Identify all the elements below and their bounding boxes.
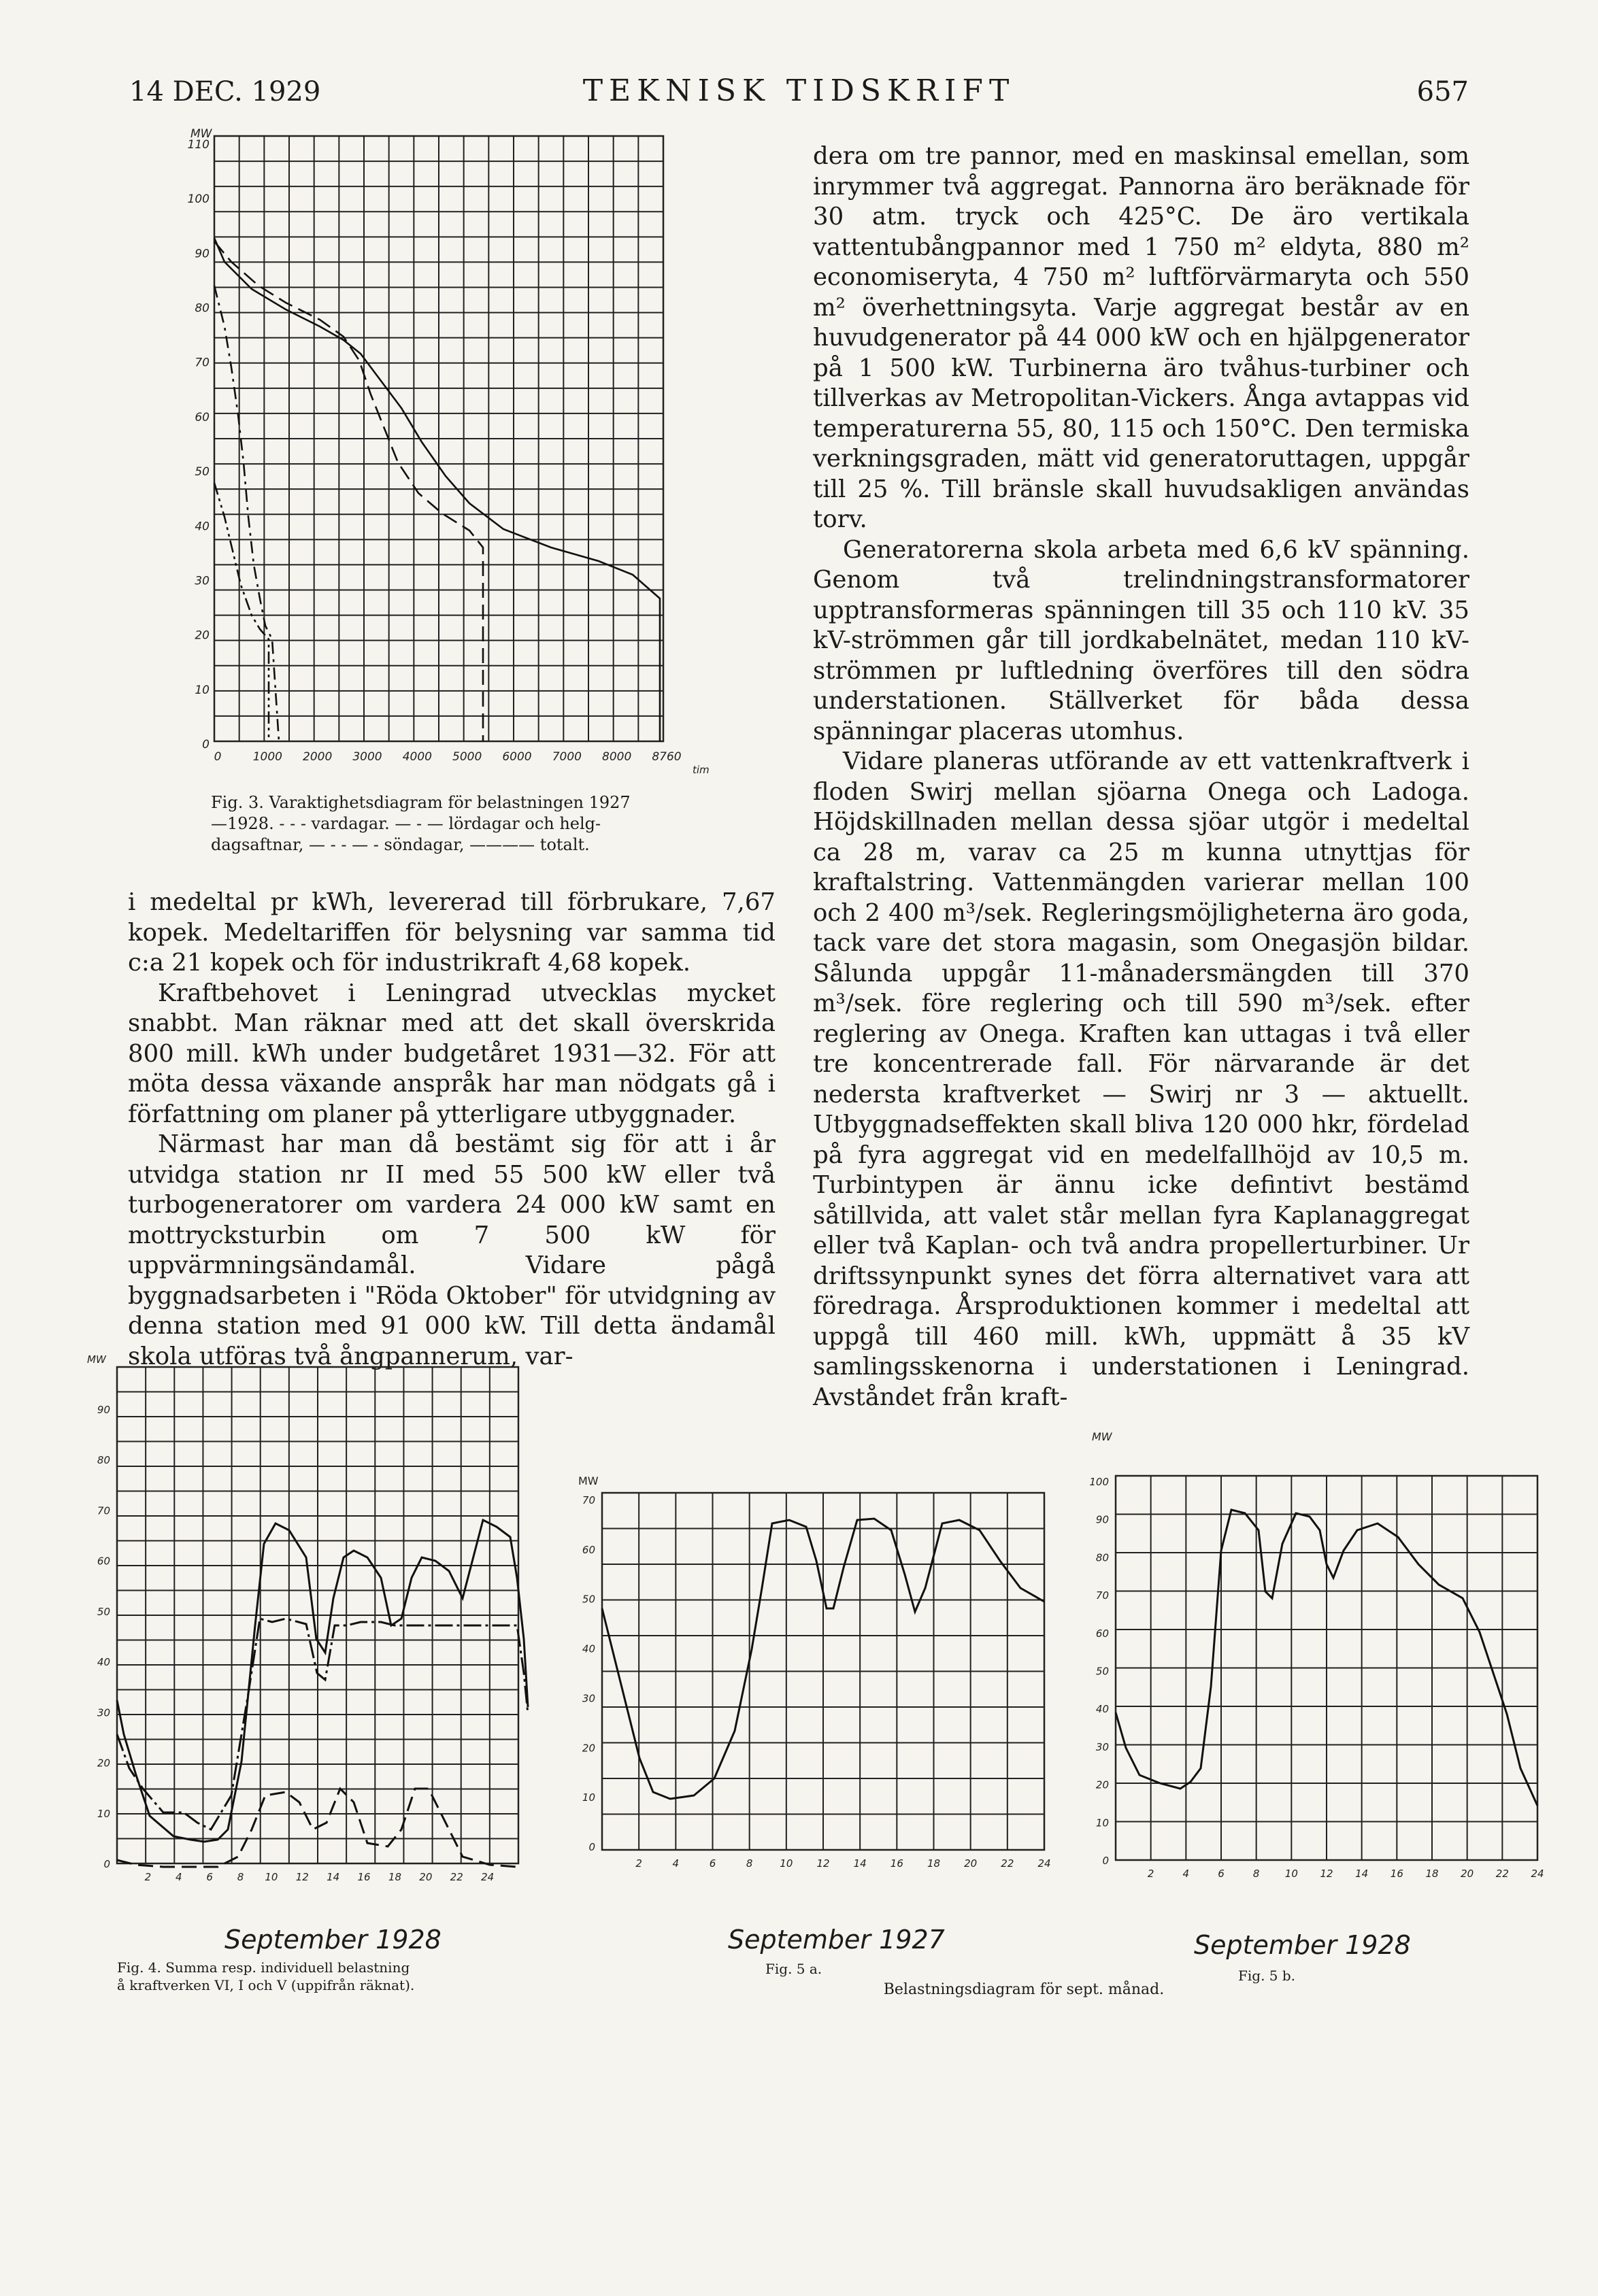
- x-tick-label: 10: [265, 1871, 278, 1883]
- y-tick-label: 90: [1095, 1513, 1109, 1526]
- y-tick-label: 0: [103, 1858, 110, 1870]
- fig4-caption-line: Fig. 4. Summa resp. individuell belastning: [117, 1959, 410, 1976]
- x-tick-label: 24: [1531, 1868, 1544, 1880]
- y-tick-label: 20: [97, 1757, 110, 1770]
- fig5b-load-diagram: [1085, 1428, 1575, 1918]
- x-tick-label: 22: [1001, 1857, 1014, 1870]
- x-tick-label: 4: [672, 1857, 680, 1870]
- x-tick-label: 14: [327, 1871, 340, 1883]
- y-tick-label: 30: [582, 1692, 595, 1705]
- y-tick-label: 80: [1095, 1551, 1109, 1564]
- y-tick-label: 0: [202, 738, 210, 752]
- fig5b-caption: Fig. 5 b.: [1238, 1968, 1296, 1984]
- body-text-left: [128, 888, 776, 1372]
- y-tick-label: 90: [195, 247, 210, 261]
- x-tick-label: 22: [1495, 1868, 1509, 1880]
- y-tick-label: 30: [1095, 1740, 1109, 1753]
- paragraph: Generatorerna skola arbeta med 6,6 kV spänning. Genom två trelindningstransformatorer upptransformeras spänningen till 35 och 110 kV. 35 kV-strömmen går till jordkabelnätet, medan 110 kV-strömmen pr luftledning överföres till den södra understationen. Ställverket för båda dessa spänningar placeras utomhus.: [813, 535, 1469, 745]
- series-total: [117, 1520, 528, 1842]
- fig3-caption-line: —1928. - - - vardagar. — - — lördagar och helg-: [211, 814, 601, 833]
- fig4-caption-line: å kraftverken VI, I och V (uppifrån räknat).: [117, 1977, 415, 1993]
- y-tick-label: 40: [582, 1642, 595, 1655]
- y-tick-label: 30: [195, 574, 210, 588]
- x-tick-label: 6: [709, 1857, 716, 1870]
- x-tick-label: 24: [1037, 1857, 1051, 1870]
- x-tick-label: 0: [214, 750, 222, 764]
- fig5a-caption: Fig. 5 a.: [765, 1961, 822, 1977]
- fig4-y-unit: MW: [87, 1353, 106, 1366]
- x-tick-label: 5000: [452, 750, 482, 764]
- y-tick-label: 30: [97, 1706, 110, 1719]
- x-tick-label: 18: [927, 1857, 941, 1870]
- page-number: 657: [1416, 76, 1469, 107]
- fig3-y-unit: MW: [190, 127, 212, 141]
- y-tick-label: 0: [588, 1841, 595, 1853]
- y-tick-label: 100: [187, 192, 210, 207]
- x-tick-label: 2: [144, 1871, 152, 1883]
- x-tick-label: 16: [1390, 1868, 1403, 1880]
- y-tick-label: 60: [582, 1543, 595, 1556]
- x-tick-label: 2: [635, 1857, 642, 1870]
- y-tick-label: 60: [1095, 1627, 1109, 1640]
- x-tick-label: 12: [1320, 1868, 1333, 1880]
- x-tick-label: 2: [1147, 1868, 1154, 1880]
- fig5b-y-unit: MW: [1092, 1430, 1112, 1443]
- y-tick-label: 20: [195, 628, 210, 643]
- y-tick-label: 100: [1089, 1476, 1109, 1488]
- x-tick-label: 4000: [402, 750, 432, 764]
- x-tick-label: 16: [357, 1871, 371, 1883]
- curve-sundays: [214, 483, 269, 741]
- y-tick-label: 70: [582, 1494, 595, 1506]
- fig5a-y-unit: MW: [578, 1474, 599, 1487]
- y-tick-label: 50: [582, 1593, 595, 1606]
- x-tick-label: 12: [295, 1871, 309, 1883]
- x-tick-label: 8: [1252, 1868, 1260, 1880]
- y-tick-label: 60: [97, 1555, 110, 1568]
- paragraph: Närmast har man då bestämt sig för att i år utvidga station nr II med 55 500 kW eller två turbogeneratorer om vardera 24 000 kW samt en mottrycksturbin om 7 500 kW för uppvärmningsändamål. Vidare pågå byggnadsarbeten i "Röda Oktober" för utvidgning av denna station med 91 000 kW. Till detta ändamål skola utföras två ångpannerum, var-: [128, 1130, 776, 1370]
- y-tick-label: 20: [1095, 1778, 1109, 1791]
- y-tick-label: 50: [97, 1605, 110, 1618]
- y-tick-label: 80: [195, 301, 210, 316]
- paragraph: Kraftbehovet i Leningrad utvecklas mycket snabbt. Man räknar med att det skall överskrida 800 mill. kWh under budgetåret 1931—32. För att möta dessa växande anspråk har man nödgats gå i författning om planer på ytterligare utbyggnader.: [128, 979, 776, 1128]
- y-tick-label: 10: [1095, 1817, 1109, 1829]
- x-tick-label: 22: [450, 1871, 463, 1883]
- x-tick-label: 18: [1425, 1868, 1439, 1880]
- x-tick-label: 4: [1182, 1868, 1190, 1880]
- y-tick-label: 110: [187, 138, 210, 152]
- x-tick-label: 4: [175, 1871, 182, 1883]
- y-tick-label: 40: [195, 520, 210, 534]
- fig3-caption-line: dagsaftnar, — - - — - söndagar, ———— totalt.: [211, 835, 590, 854]
- x-tick-label: 18: [388, 1871, 402, 1883]
- y-tick-label: 10: [195, 683, 210, 697]
- x-tick-label: 20: [419, 1871, 433, 1883]
- fig3-caption: [211, 792, 701, 856]
- x-tick-label: 14: [1355, 1868, 1369, 1880]
- y-tick-label: 40: [97, 1656, 110, 1669]
- fig5a-handwritten-label: September 1927: [728, 1925, 945, 1955]
- fig3-x-unit: tim: [693, 764, 710, 775]
- x-tick-label: 20: [964, 1857, 978, 1870]
- shared-figure-caption: Belastningsdiagram för sept. månad.: [883, 1981, 1165, 1998]
- x-tick-label: 6: [206, 1871, 213, 1883]
- fig5a-load-diagram: [571, 1472, 1075, 1914]
- x-tick-label: 6000: [502, 750, 532, 764]
- x-tick-label: 1000: [252, 750, 282, 764]
- header-date: 14 DEC. 1929: [129, 76, 321, 107]
- y-tick-label: 40: [1095, 1703, 1109, 1716]
- y-tick-label: 80: [97, 1454, 110, 1467]
- fig4-load-diagram: [82, 1353, 558, 1897]
- y-tick-label: 60: [195, 410, 210, 424]
- x-tick-label: 3000: [352, 750, 382, 764]
- journal-title: TEKNISK TIDSKRIFT: [582, 73, 1016, 108]
- x-tick-label: 10: [780, 1857, 793, 1870]
- y-tick-label: 90: [97, 1404, 110, 1416]
- y-tick-label: 70: [195, 356, 210, 370]
- x-tick-label: 8: [237, 1871, 244, 1883]
- y-tick-label: 10: [97, 1807, 110, 1820]
- x-tick-label: 8: [746, 1857, 753, 1870]
- x-tick-label: 12: [816, 1857, 830, 1870]
- y-tick-label: 20: [582, 1742, 595, 1755]
- y-tick-label: 50: [195, 465, 210, 479]
- x-tick-label: 6: [1218, 1868, 1225, 1880]
- fig3-caption-line: Fig. 3. Varaktighetsdiagram för belastningen 1927: [211, 793, 631, 812]
- fig4-handwritten-label-visible: September 1928: [224, 1925, 442, 1955]
- x-tick-label: 16: [890, 1857, 903, 1870]
- x-tick-label: 8760: [652, 750, 682, 764]
- x-tick-label: 24: [481, 1871, 495, 1883]
- y-tick-label: 70: [97, 1504, 110, 1517]
- fig4-caption-visible: [117, 1959, 552, 1994]
- paragraph: Vidare planeras utförande av ett vattenkraftverk i floden Swirj mellan sjöarna Onega och Ladoga. Höjdskillnaden mellan dessa sjöar utgör i medeltal ca 28 m, varav ca 25 m kunna utnyttjas för kraftalstring. Vattenmängden varierar mellan 100 och 2 400 m³/sek. Regleringsmöjligheterna äro goda, tack vare det stora magasin, som Onegasjön bildar. Sålunda uppgår 11-månadersmängden till 370 m³/sek. före reglering och till 590 m³/sek. efter reglering av Onega. Kraften kan uttagas i två eller tre koncentrerade fall. För närvarande är det nedersta kraftverket — Swirj nr 3 — aktuellt. Utbyggnadseffekten skall bliva 120 000 hkr, fördelad på fyra aggregat vid en medelfallhöjd av 10,5 m. Turbintypen är ännu icke defintivt bestämd såtillvida, att valet står mellan fyra Kaplanaggregat eller två Kaplan- och två andra propellerturbiner. Ur driftssynpunkt synes det förra alternativet vara att föredraga. Årsproduktionen kommer i medeltal att uppgå till 460 mill. kWh, uppmätt å 35 kV samlingsskenorna i understationen i Leningrad. Avståndet från kraft-: [813, 747, 1469, 1411]
- y-tick-label: 70: [1095, 1589, 1109, 1602]
- y-tick-label: 10: [582, 1791, 595, 1804]
- fig3-duration-diagram: [184, 122, 728, 775]
- x-tick-label: 10: [1284, 1868, 1298, 1880]
- y-tick-label: 0: [1102, 1855, 1109, 1867]
- x-tick-label: 20: [1461, 1868, 1474, 1880]
- paragraph: i medeltal pr kWh, levererad till förbrukare, 7,67 kopek. Medeltariffen för belysning var samma tid c:a 21 kopek och för industrikraft 4,68 kopek.: [128, 888, 776, 977]
- body-text-right: [813, 141, 1469, 1413]
- x-tick-label: 7000: [552, 750, 582, 764]
- fig5b-handwritten-label: September 1928: [1194, 1930, 1411, 1960]
- x-tick-label: 2000: [303, 750, 333, 764]
- x-tick-label: 8000: [602, 750, 632, 764]
- paragraph: dera om tre pannor, med en maskinsal emellan, som inrymmer två aggregat. Pannorna äro beräknade för 30 atm. tryck och 425°C. De äro vertikala vattentubångpannor med 1 750 m² eldyta, 880 m² economiseryta, 4 750 m² luftförvärmaryta och 550 m² överhettningsyta. Varje aggregat består av en huvudgenerator på 44 000 kW och en hjälpgenerator på 1 500 kW. Turbinerna äro tvåhus-turbiner och tillverkas av Metropolitan-Vickers. Ånga avtappas vid temperaturerna 55, 80, 115 och 150°C. Den termiska verkningsgraden, mätt vid generatoruttagen, uppgår till 25 %. Till bränsle skall huvudsakligen användas torv.: [813, 142, 1469, 533]
- y-tick-label: 50: [1095, 1665, 1109, 1678]
- x-tick-label: 14: [853, 1857, 867, 1870]
